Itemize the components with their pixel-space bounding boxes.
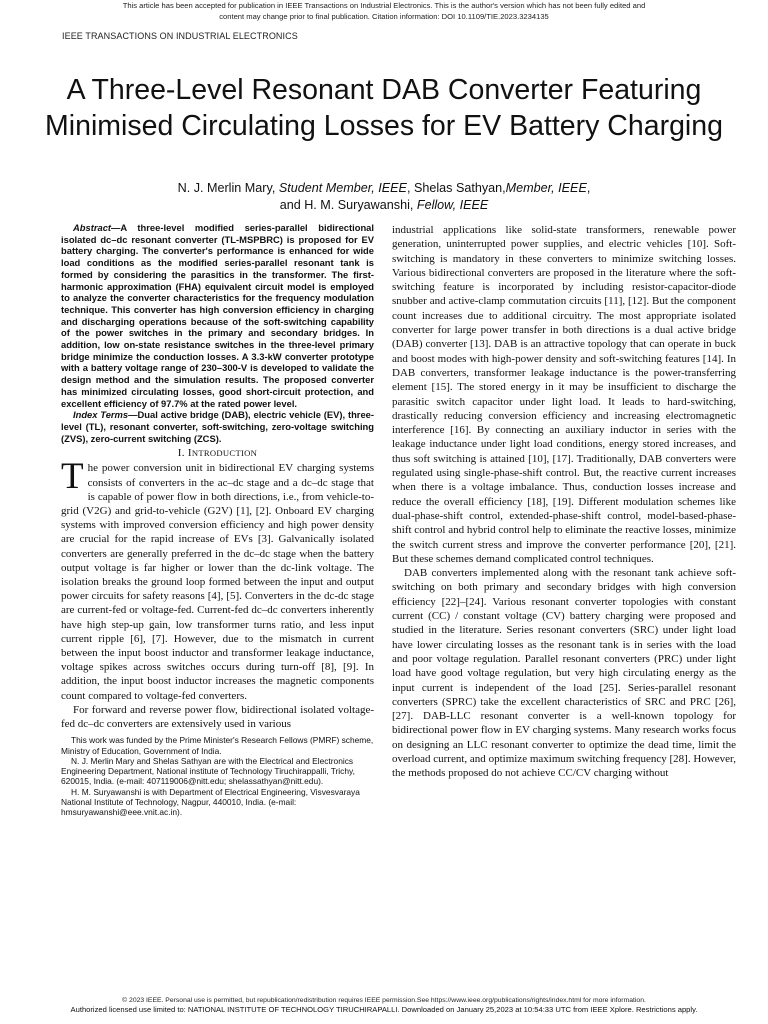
- section-title-rest: NTRODUCTION: [191, 448, 258, 459]
- section-number: I.: [177, 447, 188, 460]
- author-3: and H. M. Suryawanshi,: [279, 198, 417, 212]
- index-terms: [61, 409, 374, 444]
- abstract: [61, 222, 374, 409]
- left-column: [61, 222, 374, 818]
- section-heading: [61, 446, 374, 460]
- intro-paragraph-2: For forward and reverse power flow, bidirectional isolated voltage-fed dc–dc converters are extensively used in various: [61, 703, 374, 731]
- author-3-role: Fellow, IEEE: [416, 198, 489, 212]
- author-2: , Shelas Sathyan,: [406, 181, 506, 195]
- author-list: [100, 180, 668, 214]
- paper-title: A Three-Level Resonant DAB Converter Featuring Minimised Circulating Losses for EV Battery Charging: [45, 74, 723, 142]
- author-line-1: [100, 180, 668, 197]
- author-1-role: Student Member, IEEE: [278, 181, 407, 195]
- notice-line-1: This article has been accepted for publication in IEEE Transactions on Industrial Electronics. This is the author's version which has not been fully edited and: [122, 1, 646, 10]
- abstract-lead: Abstract: [73, 222, 112, 233]
- license-notice: Authorized licensed use limited to: NATIONAL INSTITUTE OF TECHNOLOGY TIRUCHIRAPALLI. Downloaded on January 25,2023 at 10:54:33 UTC from IEEE Xplore. Restrictions apply.: [70, 1005, 698, 1014]
- intro-paragraph-3: industrial applications like solid-state transformers, renewable power generation, uninterrupted power supplies, and electric vehicles [10]. Soft-switching is mandatory in these converters to minimize switching losses. Various bidirectional converters are proposed in the literature where the soft-switching feature is incorporated by including resistor-capacitor-diode snubber and active-clamp commutation circuits [11], [12]. But the component count increases due to additional circuitry. The most appropriate isolated converter for large power transfer in both directions is a dual active bridge (DAB) converter [13]. DAB is an attractive topology that can operate in buck and boost modes with high-power density and soft-switching features [14]. In DAB converters, transformer leakage inductance is the power-transferring element [15]. The stored energy in it may be insufficient to discharge the parasitic switch capacitor under light load. It leads to hard-switching, drastically reducing conversion efficiency and increasing electromagnetic interference [16]. By connecting an auxiliary inductor in series with the leakage inductance under light load conditions, energy stored increases, and thus soft switching is attained [10], [17]. Traditionally, DAB converters were regulated using single-phase-shift control. But, the reactive current increases when there is a voltage imbalance. Thus, conduction losses increase and reduce the overall efficiency [18], [19]. Different modulation schemes like dual-phase-shift control, extended-phase-shift control, model-based-phase-shift control and hybrid control help to eliminate the reactive losses, minimize the switch current stress and improve the converter performance [20], [21]. But these schemes demand complicated control techniques.: [392, 224, 736, 565]
- author-1: N. J. Merlin Mary,: [177, 181, 279, 195]
- author-line-2: [100, 197, 668, 214]
- index-terms-lead: Index Terms: [73, 409, 129, 421]
- footnote-funding: This work was funded by the Prime Minister's Research Fellows (PMRF) scheme, Ministry of Education, Government of India.: [61, 735, 374, 756]
- author-2-role: Member, IEEE: [505, 181, 587, 195]
- footnote-affiliation-1: N. J. Merlin Mary and Shelas Sathyan are with the Electrical and Electronics Engineering Department, National institute of Technology Tiruchirappalli, Trichy, 620015, India. (e-mail: 407119006@nitt.edu; shelassathyan@nitt.edu).: [61, 755, 355, 787]
- intro-paragraph-1-text: he power conversion unit in bidirectional EV charging systems consists of converters in the ac–dc stage and a dc–dc stage that is capable of power flow in both directions, i.e., from vehicle-to-grid (V2G) and grid-to-vehicle (G2V) [1], [2]. Onboard EV charging systems with improved conversion efficiency and high power density are crucial for the rapid increase of EVs [3]. Galvanically isolated converters are generally preferred in the dc–dc stage when the battery output voltage is far higher or lower than the dc-link voltage. The isolation breaks the ground loop formed between the input and output power circuits for safety reasons [4], [5]. Converters in the dc-dc stage are current-fed or voltage-fed. Current-fed dc–dc converters inherently have high step-up gain, low transformer turns ratio, and less input current ripple [6], [7]. However, due to the mismatch in current between the input boost inductor and transformer leakage inductance, voltage spikes across switches occurs during turn-off [8], [9]. In addition, the input boost inductor increases the magnetic components count compared to voltage-fed converters.: [61, 462, 374, 702]
- notice-line-2: content may change prior to final publication. Citation information: DOI 10.1109/TIE.2023.3234135: [219, 12, 549, 21]
- journal-name: IEEE TRANSACTIONS ON INDUSTRIAL ELECTRONICS: [62, 31, 298, 41]
- copyright-notice: © 2023 IEEE. Personal use is permitted, but republication/redistribution requires IEEE permission.See https://www.ieee.org/publications/rights/index.html for more information.: [122, 997, 646, 1004]
- author-separator: ,: [586, 181, 591, 195]
- publication-notice: [0, 0, 768, 22]
- index-terms-text: —Dual active bridge (DAB), electric vehicle (EV), three-level (TL), resonant converter, soft-switching, zero-voltage switching (ZVS), zero-current switching (ZCS).: [61, 409, 374, 444]
- intro-paragraph-4: DAB converters implemented along with the resonant tank achieve soft-switching on both primary and secondary bridges with high conversion efficiency [22]–[24]. Various resonant converter topologies with constant current (CC) / constant voltage (CV) battery charging were proposed and studied in the literature. Series resonant converters (SRC) under light load have lower circulating losses as the resonant tank is in series with the load and poor voltage regulation. Parallel resonant converters (PRC) under light load have good voltage regulation, but very high circulating energy as the input current is independent of the load [25]. Series-parallel resonant converters (SPRC) take the excellent characteristics of SRC and PRC [26], [27]. DAB-LLC resonant converter is a well-known topology for bidirectional power flow in EV charging systems. Many research works focus on designing an LLC resonant converter to optimize the dead time, limit the overload current, and optimize maximum switching frequency [28]. However, the methods proposed do not achieve CC/CV charging without: [392, 567, 736, 780]
- footnotes: [61, 735, 374, 817]
- drop-cap: T: [61, 456, 84, 498]
- intro-paragraph-1: [61, 456, 374, 702]
- footnote-affiliation-2: H. M. Suryawanshi is with Department of Electrical Engineering, Visvesvaraya National Institute of Technology, Nagpur, 440010, India. (e-mail: hmsuryawanshi@eee.vnit.ac.in).: [61, 786, 360, 818]
- section-title-first: I: [187, 447, 192, 460]
- abstract-text: —A three-level modified series-parallel bidirectional isolated dc–dc resonant converter (TL-MSPBRC) is proposed for EV battery charging. The converter's performance is enhanced for wide load conditions as the modified series-parallel resonant tank is formed by considering the parasitics in the transformer. The first-harmonic approximation (FHA) equivalent circuit model is employed to analyze the converter characteristics for the frequency modulation technique. This converter has high conversion efficiency in charging and discharging operations because of the soft-switching capability of the power switches in the primary and secondary bridges. In addition, low on-state resistance switches in the three-level primary bridge minimize the conduction losses. A 3.3-kW converter prototype with a battery voltage range of 230–300-V is developed to validate the design method and the simulation results. The proposed converter has minimized circulating losses, good short-circuit protection, and excellent efficiency of 97.7% at the rated power level.: [61, 222, 374, 409]
- right-column: [392, 223, 736, 781]
